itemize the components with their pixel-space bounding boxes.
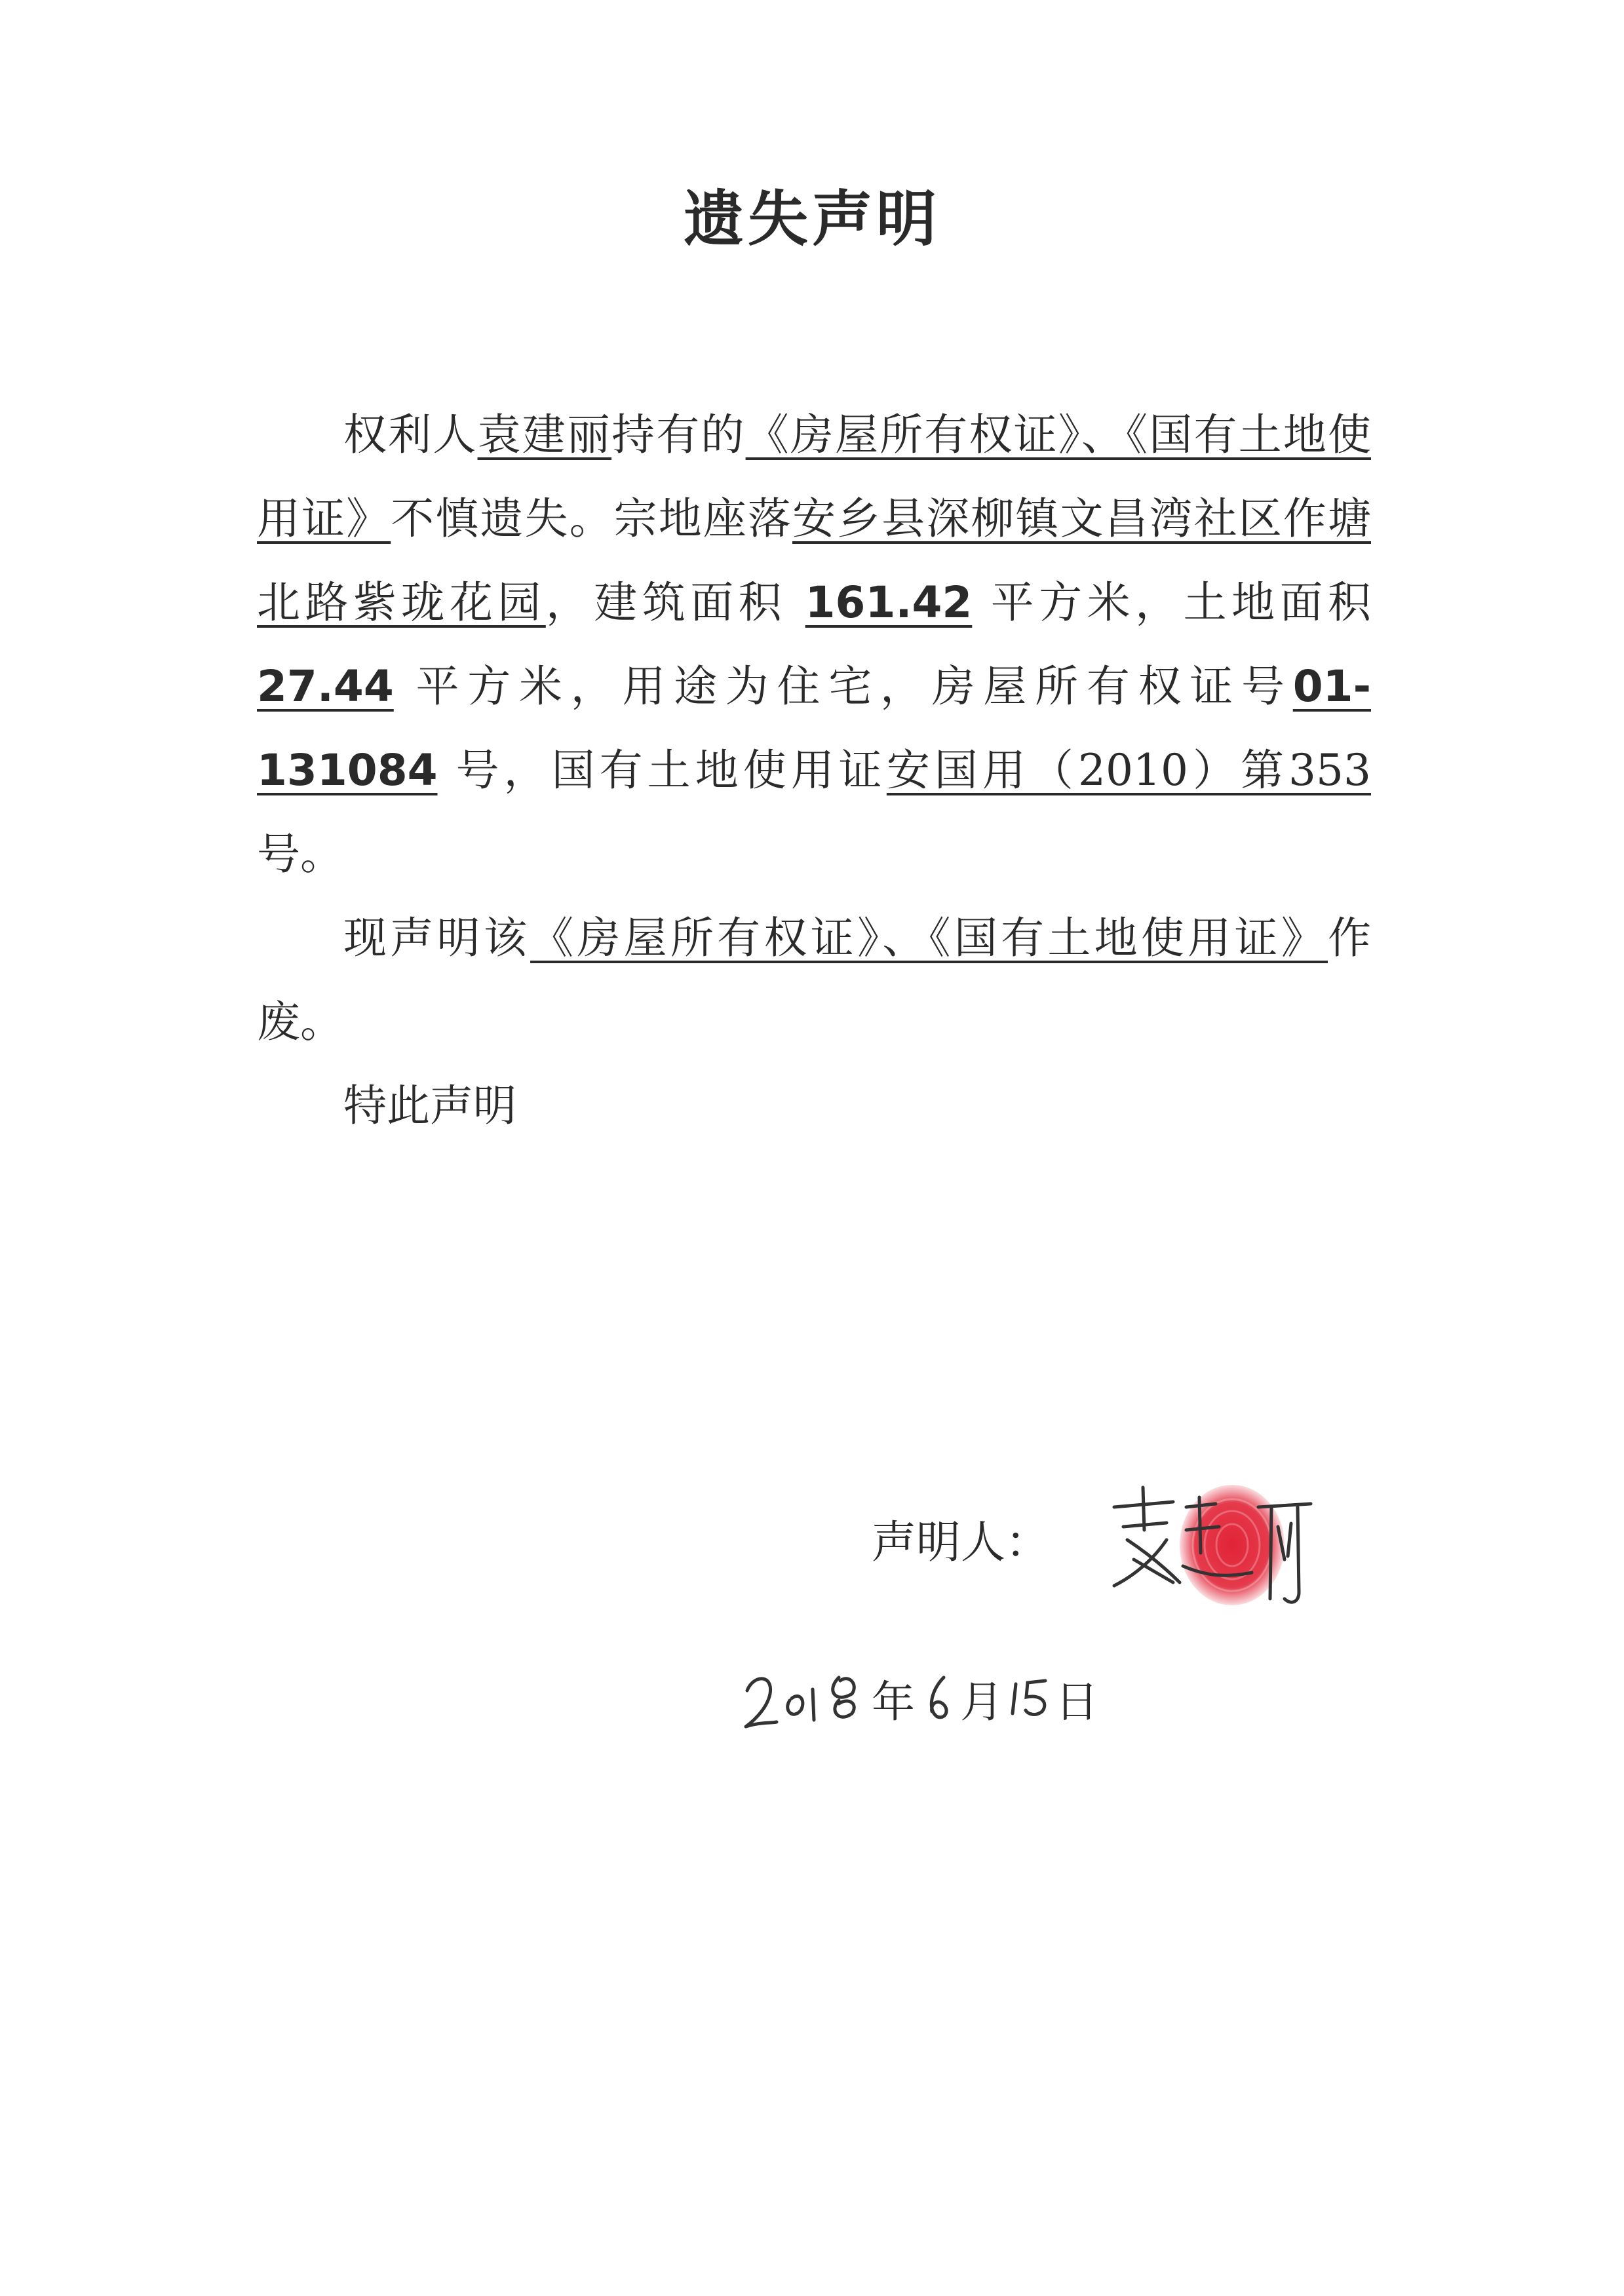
signature-graphic (1101, 1468, 1324, 1625)
statement-paragraph (257, 393, 1371, 896)
signature-with-fingerprint (1101, 1468, 1324, 1625)
document-title: 遗失声明 (683, 184, 940, 254)
text-segment: 权利人 (343, 410, 478, 460)
owner-name: 袁建丽 (477, 410, 612, 460)
handwritten-date (741, 1638, 1134, 1736)
text-segment: 平方米，用途为住宅，房屋所有权证号 (416, 661, 1293, 712)
house-certificate-number: 01-131084 (257, 661, 1371, 795)
date-month-handwriting (931, 1677, 946, 1717)
day-unit: 日 (1055, 1677, 1098, 1727)
month-unit: 月 (960, 1677, 1003, 1727)
closing-line: 特此声明 (343, 1081, 516, 1131)
text-segment: 不慎遗失。宗地座落 (391, 493, 792, 544)
date-graphic (741, 1638, 1134, 1736)
text-segment: ，建筑面积 (545, 577, 787, 628)
text-segment: 号。 (257, 829, 343, 879)
text-segment: 作废。 (257, 913, 1372, 1047)
year-unit: 年 (872, 1677, 915, 1727)
text-segment: 平方米，土地面积 (990, 577, 1372, 628)
document-body (257, 393, 1371, 1148)
date-year-handwriting (746, 1677, 854, 1727)
land-certificate-number: 安国用（2010）第353 (886, 745, 1371, 795)
text-segment: 持有的 (611, 410, 746, 460)
certificate-titles: 《房屋所有权证》、《国有土地使用证》 (530, 913, 1328, 963)
property-location: 安乡县深柳镇文昌湾社区作塘北路紫珑花园 (257, 493, 1371, 628)
certificate-titles: 《房屋所有权证》、《国有土地使用证》 (257, 410, 1372, 544)
signer-label: 声明人： (872, 1517, 1051, 1569)
text-segment: 号，国有土地使用证 (455, 745, 887, 795)
date-day-handwriting (1013, 1681, 1045, 1714)
building-area: 161.42 (805, 577, 973, 628)
text-segment: 现声明该 (343, 913, 531, 963)
land-area: 27.44 (257, 661, 394, 712)
void-paragraph (257, 896, 1371, 1064)
